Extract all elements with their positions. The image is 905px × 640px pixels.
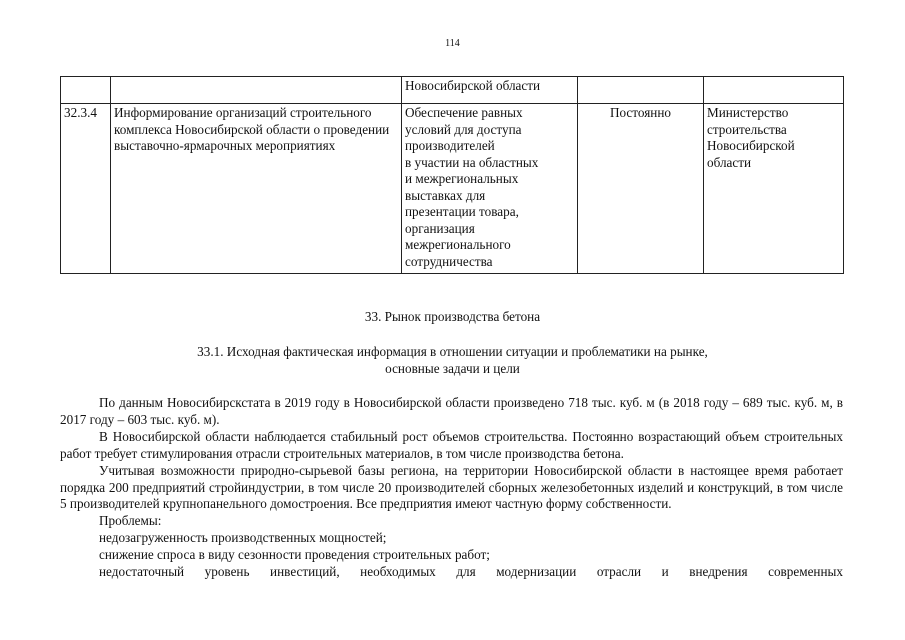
page-number: 114 — [445, 38, 460, 49]
subsection-title-line: 33.1. Исходная фактическая информация в отношении ситуации и проблематики на рынке, — [197, 344, 708, 359]
paragraph: В Новосибирской области наблюдается стабильный рост объемов строительства. Постоянно возрастающий объем строительных работ требует стимулирования отрасли строительных материалов, в том числе производства бетона. — [60, 428, 843, 461]
section-title: 33. Рынок производства бетона — [364, 309, 541, 324]
responsible-line: области — [707, 154, 752, 170]
result-line: производителей — [405, 138, 495, 153]
paragraph: По данным Новосибирскстата в 2019 году в Новосибирской области произведено 718 тыс. куб. м (в 2018 году – 689 тыс. куб. м, в 2017 году – 603 тыс. куб. м). — [60, 395, 843, 427]
result-line: выставках для — [405, 187, 486, 203]
result-line: сотрудничества — [405, 253, 493, 269]
result-line: организация — [405, 220, 475, 236]
body-text — [60, 395, 843, 581]
table-cell-result — [402, 104, 578, 274]
responsible-line: строительства — [707, 121, 787, 137]
paragraph: недозагруженность производственных мощностей; — [99, 530, 387, 546]
responsible-line: Новосибирской — [707, 138, 795, 153]
result-line: Обеспечение равных — [405, 105, 523, 120]
paragraph: снижение спроса в виду сезонности проведения строительных работ; — [99, 547, 490, 563]
table-row-continuation — [61, 77, 844, 104]
table-cell — [111, 77, 402, 104]
result-line: и межрегиональных — [405, 171, 519, 186]
table-cell-term: Постоянно — [578, 104, 704, 274]
result-line: презентации товара, — [405, 204, 519, 219]
table-cell — [704, 77, 844, 104]
paragraph: Проблемы: — [99, 513, 162, 529]
table-cell-measure: Информирование организаций строительного комплекса Новосибирской области о проведении выставочно-ярмарочных мероприятиях — [111, 104, 402, 274]
table-row — [61, 104, 844, 274]
table-cell — [61, 77, 111, 104]
result-line: в участии на областных — [405, 154, 539, 170]
subsection-title-line: основные задачи и цели — [385, 360, 520, 376]
result-line: межрегионального — [405, 237, 511, 252]
table-cell-responsible — [704, 104, 844, 274]
paragraph: недостаточный уровень инвестиций, необходимых для модернизации отрасли и внедрения современных — [99, 564, 843, 580]
paragraph: Учитывая возможности природно-сырьевой базы региона, на территории Новосибирской области в настоящее время работает порядка 200 предприятий стройиндустрии, в том числе 20 производителей сборных железобетонных изделий и конструкций, в том числе 5 производителей крупнопанельного домостроения. Все предприятия имеют частную форму собственности. — [60, 462, 843, 512]
table-cell — [578, 77, 704, 104]
table-cell-result: Новосибирской области — [402, 77, 578, 104]
result-line: условий для доступа — [405, 121, 522, 137]
measures-table — [60, 76, 844, 274]
subsection-title — [0, 344, 905, 377]
responsible-line: Министерство — [707, 105, 789, 120]
table-cell-number: 32.3.4 — [61, 104, 111, 274]
